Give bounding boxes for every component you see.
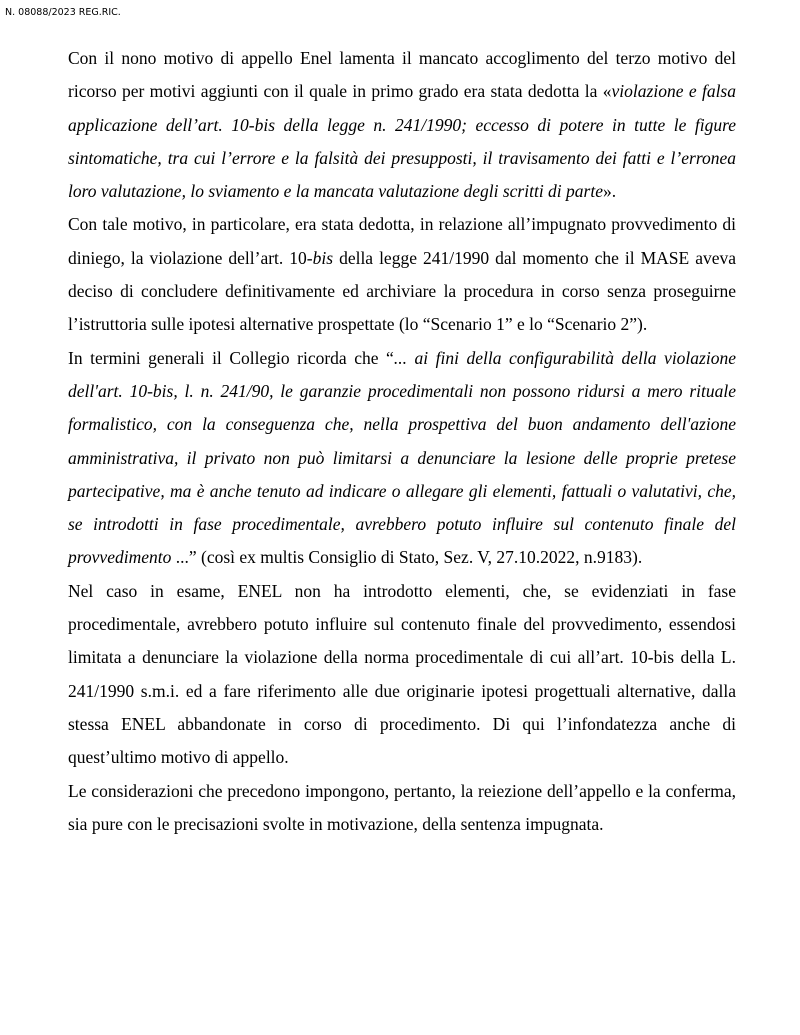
document-body	[68, 42, 736, 841]
paragraph-ground-details	[68, 208, 736, 341]
text-run: ...” (così ex multis Consiglio di Stato, Sez. V, 27.10.2022, n.9183).	[171, 547, 643, 568]
quoted-italic-text: ... ai fini della configurabilità della violazione dell'art. 10-bis, l. n. 241/90, le garanzie procedimentali non possono ridursi a mero rituale formalistico, con la conseguenza che, nella prospettiva del buon andamento dell'azione amministrativa, il privato non può limitarsi a denunciare la lesione delle proprie pretese partecipative, ma è anche tenuto ad indicare o allegare gli elementi, fattuali o valutativi, che, se introdotti in fase procedimentale, avrebbero potuto influire sul contenuto finale del provvedimento	[68, 347, 736, 568]
italic-bis: bis	[312, 247, 334, 268]
text-run: della legge 241/1990 dal momento che il MASE aveva deciso di concludere definitivamente ed archiviare la procedura in corso senza proseguirne l’istruttoria sulle ipotesi alternative prospettate (lo “Scenario 1” e lo “Scenario 2”).	[68, 247, 736, 335]
text-run: Con il nono motivo di appello Enel lamenta il mancato accoglimento del terzo motivo del ricorso per motivi aggiunti con il quale in primo grado era stata dedotta la «	[68, 48, 736, 102]
paragraph-case-law-quote	[68, 342, 736, 575]
case-reference-number: N. 08088/2023 REG.RIC.	[5, 7, 121, 18]
paragraph-ninth-ground	[68, 42, 736, 208]
text-run: In termini generali il Collegio ricorda che “	[68, 347, 394, 368]
text-run: ».	[602, 181, 617, 202]
paragraph-conclusion: Le considerazioni che precedono impongono, pertanto, la reiezione dell’appello e la conferma, sia pure con le precisazioni svolte in motivazione, della sentenza impugnata.	[68, 780, 736, 834]
quoted-italic-text: violazione e falsa applicazione dell’art. 10-bis della legge n. 241/1990; eccesso di potere in tutte le figure sintomatiche, tra cui l’errore e la falsità dei presupposti, il travisamento dei fatti e l’erronea loro valutazione, lo sviamento e la mancata valutazione degli scritti di parte	[68, 81, 736, 202]
paragraph-assessment: Nel caso in esame, ENEL non ha introdotto elementi, che, se evidenziati in fase procedimentale, avrebbero potuto influire sul contenuto finale del provvedimento, essendosi limitata a denunciare la violazione della norma procedimentale di cui all’art. 10-bis della L. 241/1990 s.m.i. ed a fare riferimento alle due originarie ipotesi progettuali alternative, dalla stessa ENEL abbandonate in corso di procedimento. Di qui l’infondatezza anche di quest’ultimo motivo di appello.	[68, 580, 736, 768]
text-run: Con tale motivo, in particolare, era stata dedotta, in relazione all’impugnato provvedimento di diniego, la violazione dell’art. 10-	[68, 214, 736, 268]
